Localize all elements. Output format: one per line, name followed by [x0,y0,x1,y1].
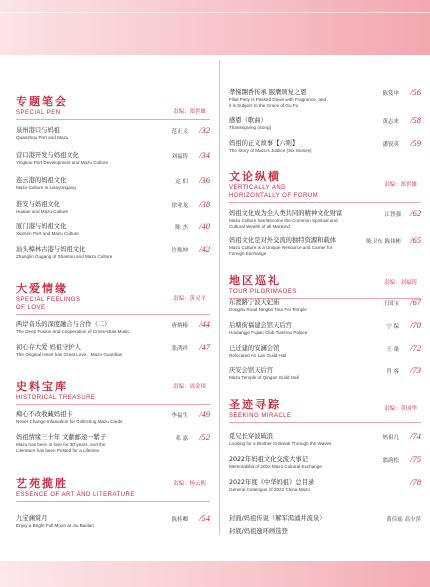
item-title: 淮安与妈祖文化 [16,201,61,208]
item-author: 刘福铸 [171,154,188,160]
item-english: Thanksgiving (Song) [229,125,272,130]
item-english: Enjoy a Bright Full Moon at Jiu Baolan [16,523,94,528]
item-english: The Original Heart has Great Love，Mazu Guardian [16,352,123,357]
toc-item[interactable] [16,410,210,425]
toc-item[interactable] [16,343,210,358]
section-editor: 责编：周金琰 [172,384,206,390]
toc-item[interactable] [229,366,421,381]
section-subtitle: SEEKING MIRACLE [229,413,292,419]
item-title: 庆安会馆天后宫 [229,367,274,374]
section-tour-pilgrimages [229,274,421,299]
toc-item[interactable] [16,514,210,529]
item-title: 营口港开发与妈祖文化 [16,152,79,159]
item-author: 邓 嘉 [175,436,188,442]
section-title: 圣迹寻踪 [229,398,281,411]
item-english: Huaian and Mazu Culture [16,209,69,214]
section-title: 专题笔会 [16,95,68,108]
item-english: Mazu has been in love for 30 years, and the Literature has been Posted for a Lifetime [16,442,106,453]
item-page: /52 [199,432,210,442]
toc-item[interactable] [229,432,421,447]
item-page: /72 [410,343,421,353]
item-english: Quanzhou Port and Mazu [16,135,69,140]
item-title: 九宝澜赏月 [16,515,48,522]
toc-item[interactable] [229,478,421,493]
section-rule [16,119,210,120]
section-editor: 责编：郑世雄 [172,109,206,115]
item-page: /73 [410,365,421,375]
back-cover-credit [229,527,421,536]
item-page: /59 [410,138,421,148]
section-subtitle: TOUR PILGRIMAGES [229,289,297,295]
item-author: 陈笈申 [382,91,399,97]
item-english: Never Change Infatuation for Collecting Mazu Cards [16,419,123,424]
section-editor: 责编：黄国华 [383,406,417,412]
item-title: 泉州港口与妈祖 [16,127,61,134]
item-page: /70 [410,320,421,330]
item-page: /38 [199,199,210,209]
item-author: 宁 保 [386,324,399,330]
item-page: /65 [410,235,421,245]
item-author: 张鸿祥 [171,346,188,352]
item-page: /42 [199,244,210,254]
item-title: 封面/妈祖传说（解军渴涌井流泉） [229,515,326,522]
toc-item[interactable] [16,320,210,335]
toc-item[interactable] [229,455,421,470]
section-special-pen [16,95,210,120]
toc-item[interactable] [16,245,210,260]
item-title: 2022年妈祖文化交流大事记 [229,456,308,463]
item-english: Houtangje Fujian Club Tianhou Palace [229,330,308,335]
item-author: 黄志来 [382,119,399,125]
toc-item[interactable] [16,126,210,141]
item-title: 妈祖文化是对外交流的独特资源和载体 [229,237,337,244]
item-english: Filial Piety is Passed Down with Fragrance, and it is Subject to the Grace of Gu Fu [229,97,327,108]
item-author: 许焕坤 [171,248,188,254]
toc-item[interactable] [16,200,210,215]
item-title: 觅兄长穿波破浪 [229,433,274,440]
item-author: 妈祖几 [382,435,399,441]
bottom-decorative-band [0,561,430,587]
toc-item[interactable] [16,433,210,454]
section-title: 艺苑揽胜 [16,477,68,490]
item-author: 黄佳瑶 高少萍 [386,517,421,523]
item-page: /56 [410,87,421,97]
item-title: 痴心不改收藏妈祖卡 [16,411,73,418]
toc-item[interactable] [229,321,421,336]
top-decorative-band [0,0,430,55]
item-title: 妈祖的正义故事【六则】 [229,140,299,147]
item-title: 封底/妈祖逸环画选登 [229,528,288,535]
item-english: Relocated An Lan Guild Hall [229,353,287,358]
item-page: /49 [199,409,210,419]
item-title: 两岸音乐的深度融合与合作（二） [16,321,111,328]
toc-item[interactable] [229,139,421,154]
toc-item[interactable] [229,88,421,109]
toc-item[interactable] [229,116,421,131]
section-editor: 责编：黄灵平 [172,296,206,302]
item-title: 连云港的妈祖文化 [16,177,67,184]
section-special-feelings [16,282,210,315]
section-editor: 责编：郑世雄 [383,182,417,188]
section-seeking-miracle [229,398,421,423]
item-page: /47 [199,342,210,352]
section-rule [16,501,210,502]
item-title: 2022年度《中华妈祖》总目录 [229,479,315,486]
toc-item[interactable] [229,236,421,257]
item-english: Mazu Culture in Lianyungang [16,185,76,190]
section-forum [229,170,421,203]
column-divider [219,60,220,535]
item-author: 王 菓 [386,347,399,353]
section-rule [229,202,421,203]
cover-credit [229,514,421,523]
section-essence-of-art [16,477,210,502]
section-historical-treasure [16,380,210,405]
item-title: 汕头樟林古港与妈祖文化 [16,246,86,253]
item-author: 徐业龙 [171,203,188,209]
item-page: /75 [410,454,421,464]
item-author: 陈桂卿 [171,517,188,523]
item-author: 肖 客 [386,369,399,375]
toc-item[interactable] [16,151,210,166]
item-english: Xiamen Port and Mazu Culture [16,231,79,236]
item-english: General Catalogue of 2022 China Mazu [229,487,310,492]
item-page: /58 [410,115,421,125]
item-title: 厦门港与妈祖文化 [16,223,67,230]
item-page: /32 [199,125,210,135]
section-subtitle: ESSENCE OF ART AND LITERATURE [16,492,135,498]
item-english: Mazu Culture is a Unique Resource and Carrier for Foreign Exchange [229,245,333,256]
item-page: /62 [410,208,421,218]
item-title: 初心存大爱 妈祖守护人 [16,344,81,351]
item-english: Memorabilia of 2022 Mazu Cultural Exchange [229,464,322,469]
section-title: 地区巡礼 [229,274,281,287]
item-author: 江智强 [384,212,401,218]
item-author: 范正义 [171,129,188,135]
item-title: 孝悌翾香传承 服膺颂复之恩 [229,89,307,96]
section-title: 大爱情缘 [16,282,68,295]
item-english: Yingkou Port Development and Mazu Culture [16,160,109,165]
toc-item[interactable] [229,298,421,313]
item-english: Dongdu Road Ningbo Tian Fei Temple [229,307,307,312]
section-subtitle: SPECIAL FEELINGS OF LOVE [16,297,81,311]
item-english: The Story of Mazu's Justice (Six Stories) [229,148,312,153]
toc-item[interactable] [16,176,210,191]
item-author: 唐炳椿 [171,323,188,329]
item-english: Zhanglin Gugang of Shantou and Mazu Culture [16,254,113,259]
item-author: 陈卫东 陈伟彬 [366,239,401,245]
item-english: The Deep Fusion and Cooperation of Cross-strait Music [16,329,130,334]
item-english: Looking for a Brother to Break Through the Waves [229,441,332,446]
section-editor: 责编：杨云熙 [172,481,206,487]
toc-item[interactable] [229,209,421,230]
item-page: /40 [199,221,210,231]
item-title: 妈祖文化成为全人类共同的精神文化财富 [229,210,343,217]
toc-item[interactable] [16,222,210,237]
item-page: /67 [410,297,421,307]
section-editor: 责编：刘福铸 [383,280,417,286]
section-rule [16,404,210,405]
section-rule [229,422,421,423]
section-subtitle: VERTICALLY AND HORIZONTALLY OF FORUM [229,185,319,199]
item-page: /36 [199,175,210,185]
toc-item[interactable] [229,344,421,359]
item-page: /34 [199,150,210,160]
item-author: 陈 杰 [175,225,188,231]
item-page: /44 [199,319,210,329]
item-title: 东渡路宁波天妃庙 [229,299,280,306]
item-author: 翦韵松 [382,458,399,464]
item-author: 潘锐英 [382,142,399,148]
item-page: /74 [410,431,421,441]
item-title: 后塘街福建会馆天后宫 [229,322,292,329]
item-english: Mazu Temple of Qingan Guild Hall [229,375,299,380]
section-title: 文论纵横 [229,170,281,183]
item-author: 李福生 [171,413,188,419]
item-author: 王国宝 [382,301,399,307]
item-page: /54 [199,513,210,523]
item-page: /78 [410,477,421,487]
section-title: 史料宝库 [16,380,68,393]
section-rule [16,314,210,315]
item-english: Mazu Culture has Become the Common Spiritual and Cultural Wealth of all Mankind [229,218,338,229]
item-title: 感恩（歌曲） [229,117,267,124]
section-subtitle: HISTORICAL TREASURE [16,395,96,401]
item-author: 定 伯 [175,179,188,185]
section-subtitle: SPECIAL PEN [16,110,61,116]
item-title: 妈祖情缘三十年 文献邮递一紫子 [16,434,107,441]
item-title: 已迁建的安澜会馆 [229,345,280,352]
